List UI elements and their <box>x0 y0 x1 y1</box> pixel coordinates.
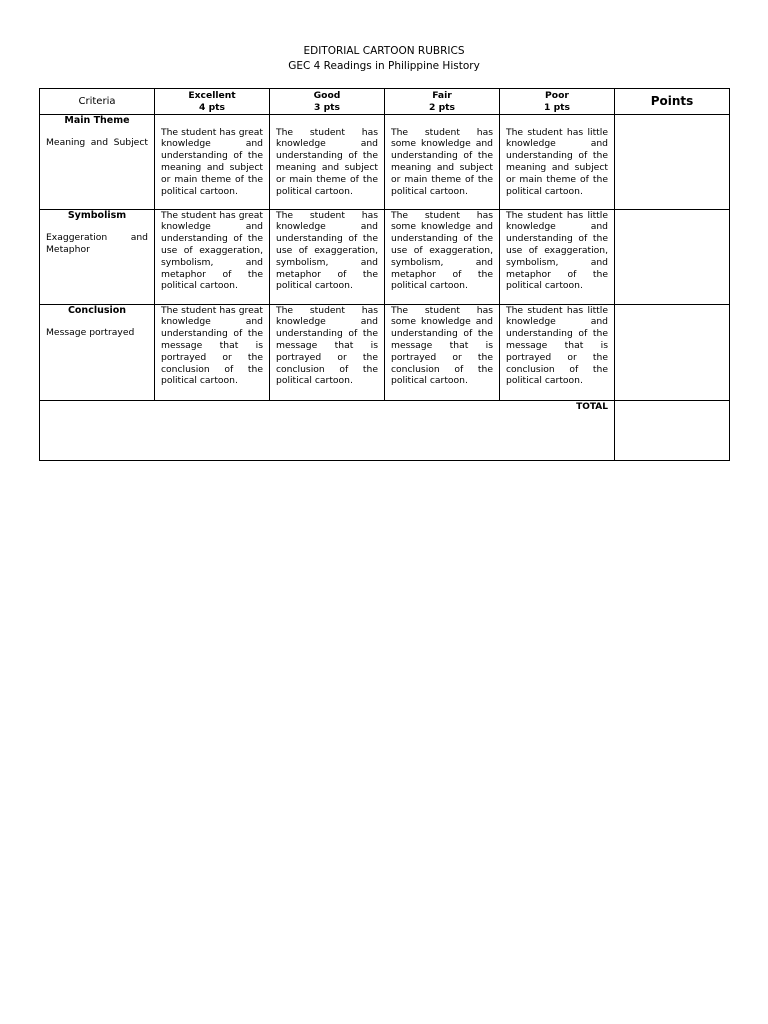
table-row <box>40 304 730 400</box>
level-header-fair <box>385 89 500 115</box>
criteria-title: Symbolism <box>67 209 127 221</box>
level-points: 4 pts <box>198 101 226 113</box>
total-label: TOTAL <box>40 400 615 460</box>
document-header <box>0 44 768 74</box>
level-header-good <box>270 89 385 115</box>
level-points: 2 pts <box>428 101 456 113</box>
level-name: Excellent <box>188 90 236 101</box>
document-subtitle: GEC 4 Readings in Philippine History <box>288 60 480 72</box>
rubric-cell: The student has little knowledge and understanding of the use of exaggeration, symbolism, and metaphor of the political cartoon. <box>500 209 615 304</box>
table-row <box>40 209 730 304</box>
level-points: 3 pts <box>313 101 341 113</box>
rubric-table <box>39 88 730 461</box>
level-points: 1 pts <box>543 101 571 113</box>
points-header: Points <box>615 89 730 115</box>
criteria-cell-symbolism <box>40 209 155 304</box>
table-row <box>40 114 730 209</box>
rubric-cell: The student has knowledge and understanding of the meaning and subject or main theme of the political cartoon. <box>270 114 385 209</box>
table-header-row <box>40 89 730 115</box>
level-name: Good <box>313 90 341 101</box>
rubric-cell: The student has knowledge and understanding of the message that is portrayed or the conclusion of the political cartoon. <box>270 304 385 400</box>
rubric-cell: The student has some knowledge and understanding of the message that is portrayed or the conclusion of the political cartoon. <box>385 304 500 400</box>
criteria-cell-main-theme <box>40 114 155 209</box>
points-cell[interactable] <box>615 114 730 209</box>
level-name: Fair <box>432 90 452 101</box>
criteria-subtitle: Message portrayed <box>46 327 135 339</box>
criteria-header: Criteria <box>40 89 155 115</box>
level-name: Poor <box>545 90 569 101</box>
criteria-title: Main Theme <box>64 114 130 126</box>
rubric-cell: The student has little knowledge and understanding of the meaning and subject or main theme of the political cartoon. <box>500 114 615 209</box>
rubric-cell: The student has little knowledge and understanding of the message that is portrayed or the conclusion of the political cartoon. <box>500 304 615 400</box>
rubric-cell: The student has knowledge and understanding of the use of exaggeration, symbolism, and metaphor of the political cartoon. <box>270 209 385 304</box>
rubric-cell: The student has great knowledge and understanding of the use of exaggeration, symbolism, and metaphor of the political cartoon. <box>155 209 270 304</box>
level-header-excellent <box>155 89 270 115</box>
points-cell[interactable] <box>615 209 730 304</box>
document-title: EDITORIAL CARTOON RUBRICS <box>303 45 465 57</box>
rubric-cell: The student has some knowledge and understanding of the meaning and subject or main theme of the political cartoon. <box>385 114 500 209</box>
level-header-poor <box>500 89 615 115</box>
criteria-cell-conclusion <box>40 304 155 400</box>
rubric-cell: The student has some knowledge and understanding of the use of exaggeration, symbolism, and metaphor of the political cartoon. <box>385 209 500 304</box>
points-cell[interactable] <box>615 304 730 400</box>
criteria-title: Conclusion <box>67 304 127 316</box>
total-row <box>40 400 730 460</box>
total-points-cell[interactable] <box>615 400 730 460</box>
criteria-subtitle: Exaggeration and Metaphor <box>46 232 148 256</box>
rubric-cell: The student has great knowledge and understanding of the meaning and subject or main theme of the political cartoon. <box>155 114 270 209</box>
rubric-cell: The student has great knowledge and understanding of the message that is portrayed or the conclusion of the political cartoon. <box>155 304 270 400</box>
criteria-subtitle: Meaning and Subject <box>46 137 148 149</box>
